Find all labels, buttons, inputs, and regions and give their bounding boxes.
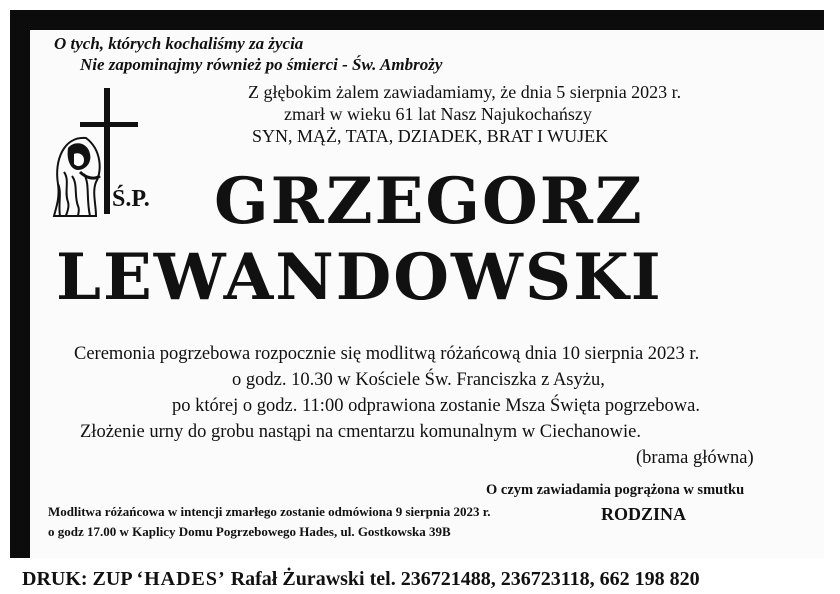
family-notice: O czym zawiadamia pogrążona w smutku xyxy=(486,482,745,498)
ceremony-line-2: o godz. 10.30 w Kościele Św. Franciszka z Asyżu, xyxy=(232,370,605,390)
intro-line-3: SYN, MĄŻ, TATA, DZIADEK, BRAT I WUJEK xyxy=(252,126,609,146)
first-name: GRZEGORZ xyxy=(214,164,644,239)
sp-prefix: Ś.P. xyxy=(112,186,150,212)
black-border-frame xyxy=(10,10,824,558)
rosary-note-line-2: o godz 17.00 w Kaplicy Domu Pogrzebowego Hades, ul. Gostkowska 39B xyxy=(48,524,451,539)
intro-line-1: Z głębokim żalem zawiadamiamy, że dnia 5 sierpnia 2023 r. xyxy=(248,82,682,102)
obituary-card xyxy=(30,30,824,558)
rosary-note-line-1: Modlitwa różańcowa w intencji zmarłego zostanie odmówiona 9 sierpnia 2023 r. xyxy=(48,504,491,519)
ceremony-line-1: Ceremonia pogrzebowa rozpocznie się modlitwą różańcową dnia 10 sierpnia 2023 r. xyxy=(74,344,700,364)
family-signature: RODZINA xyxy=(601,504,687,524)
ceremony-line-3: po której o godz. 11:00 odprawiona zostanie Msza Święta pogrzebowa. xyxy=(172,396,700,416)
ceremony-line-4: Złożenie urny do grobu nastąpi na cmentarzu komunalnym w Ciechanowie. xyxy=(80,422,641,442)
footer-brand: ‘HADES’ xyxy=(136,568,226,590)
footer-prefix: DRUK: ZUP xyxy=(22,568,137,590)
last-name: LEWANDOWSKI xyxy=(56,240,663,315)
footer-contact: Rafał Żurawski tel. 236721488, 236723118, 662 198 820 xyxy=(225,568,700,590)
quote-line-2: Nie zapominajmy również po śmierci - Św. Ambroży xyxy=(80,55,443,74)
quote-line-1: O tych, których kochaliśmy za życia xyxy=(54,34,304,53)
print-footer xyxy=(22,568,700,591)
intro-line-2: zmarł w wieku 61 lat Nasz Najukochańszy xyxy=(284,104,592,124)
ceremony-line-5: (brama główna) xyxy=(636,448,754,468)
